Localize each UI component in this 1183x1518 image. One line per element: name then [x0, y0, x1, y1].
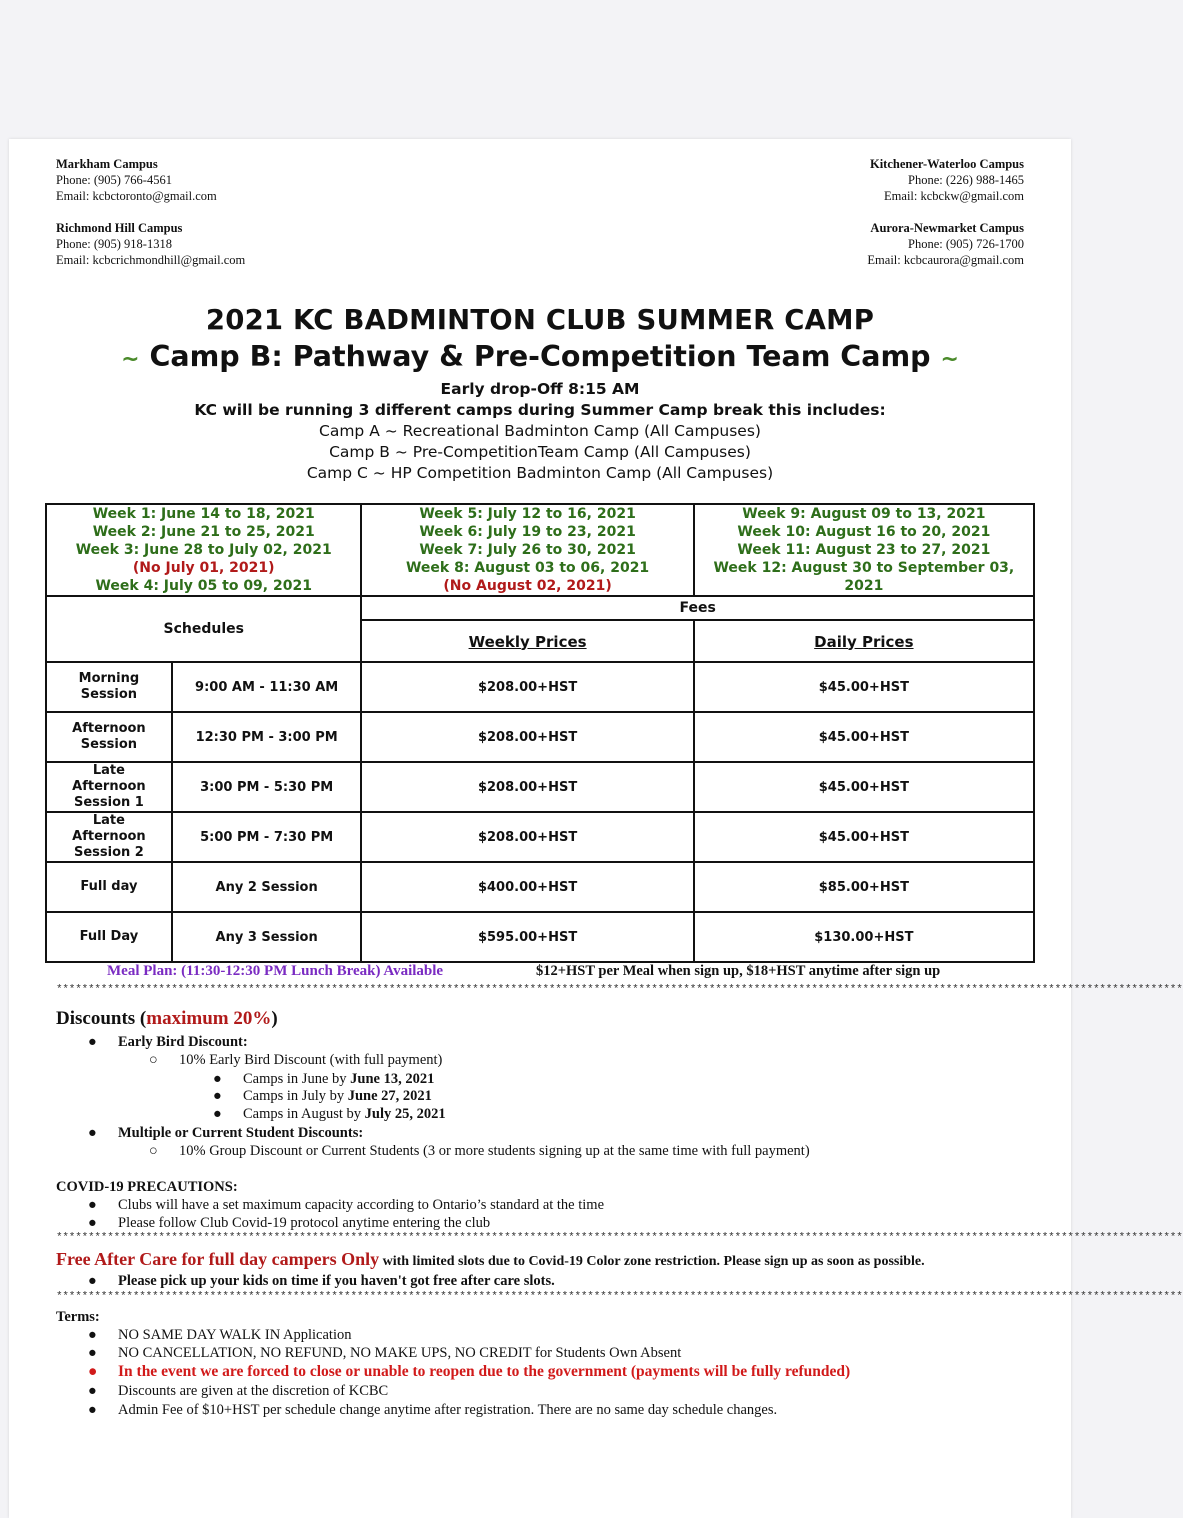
campus-email: Email: kcbcaurora@gmail.com: [867, 253, 1024, 267]
camp-a-text: Camp A ~ Recreational Badminton Camp (All Campuses): [319, 422, 761, 440]
list-item: [88, 1363, 850, 1381]
bullet: ●: [88, 1383, 97, 1399]
session-label-line: Late: [92, 763, 125, 778]
session-time: 5:00 PM - 7:30 PM: [172, 812, 362, 862]
campus-phone: Phone: (226) 988-1465: [908, 173, 1024, 187]
discounts-max: maximum 20%: [146, 1008, 272, 1029]
daily-price: $45.00+HST: [694, 712, 1034, 762]
session-label-line: Session 2: [73, 845, 144, 860]
week-line: Week 7: July 26 to 30, 2021: [419, 542, 636, 558]
daily-header-label: Daily Prices: [814, 632, 914, 651]
discounts-title: Discounts (: [56, 1008, 147, 1029]
list-item: [88, 1033, 248, 1051]
table-row: [46, 862, 1034, 912]
bullet: ○: [149, 1143, 158, 1159]
weekly-price: $208.00+HST: [361, 662, 693, 712]
weekly-price: $208.00+HST: [361, 812, 693, 862]
week-line: Week 8: August 03 to 06, 2021: [405, 560, 650, 576]
campus-phone: Phone: (905) 726-1700: [908, 237, 1024, 251]
list-item: [149, 1142, 810, 1160]
running-text: KC will be running 3 different camps during Summer Camp break this includes:: [194, 401, 886, 419]
bullet: ●: [88, 1197, 97, 1213]
holiday-note: (No August 02, 2021): [443, 578, 612, 594]
meal-plan: Meal Plan: (11:30-12:30 PM Lunch Break) Available: [107, 963, 444, 979]
week-line: Week 2: June 21 to 25, 2021: [92, 524, 315, 540]
weekly-price: $595.00+HST: [361, 912, 693, 962]
list-item: [149, 1051, 442, 1069]
list-item: [88, 1196, 604, 1214]
camp-subtitle: [0, 340, 1080, 373]
bullet: ●: [88, 1327, 97, 1343]
discounts-close: ): [271, 1008, 278, 1029]
list-item: [88, 1344, 681, 1362]
fees-header: Fees: [361, 596, 1034, 620]
week-line: Week 11: August 23 to 27, 2021: [737, 542, 991, 558]
camp-c-text: Camp C ~ HP Competition Badminton Camp (All Campuses): [306, 464, 774, 482]
weekly-header-label: Weekly Prices: [468, 632, 587, 651]
pickup-note: Please pick up your kids on time if you haven't got free after care slots.: [118, 1273, 555, 1289]
early-bird-label: Early Bird Discount:: [118, 1034, 248, 1050]
weeks-cell-1: [46, 504, 361, 596]
covid-item: Please follow Club Covid-19 protocol anytime entering the club: [118, 1215, 491, 1231]
daily-price: $45.00+HST: [694, 812, 1034, 862]
list-item: [88, 1124, 363, 1142]
camp-b-text: Camp B ~ Pre-CompetitionTeam Camp (All Campuses): [329, 443, 751, 461]
session-label-line: Morning: [78, 671, 140, 686]
weekly-price: $208.00+HST: [361, 712, 693, 762]
divider-stars: ********************************************************************************************************************************************************************************: [56, 1291, 1183, 1303]
campus-email: Email: kcbcrichmondhill@gmail.com: [56, 253, 246, 267]
session-label: Full day: [46, 862, 172, 912]
table-row: [46, 762, 1034, 812]
list-item: [88, 1382, 388, 1400]
aurora-contact: [867, 220, 1024, 268]
schedules-header: Schedules: [46, 596, 361, 662]
session-label: [46, 712, 172, 762]
session-label-line: Session: [80, 737, 138, 752]
aftercare-note: with limited slots due to Covid-19 Color zone restriction. Please sign up as soon as possible.: [379, 1254, 925, 1269]
fees-header-row: [46, 596, 1034, 620]
session-label: [46, 662, 172, 712]
list-item: [88, 1401, 777, 1419]
bullet: ●: [213, 1106, 222, 1122]
week-line: Week 9: August 09 to 13, 2021: [742, 506, 986, 522]
richmond-contact: [56, 220, 245, 268]
tilde-left: ~: [121, 347, 140, 372]
daily-price: $45.00+HST: [694, 762, 1034, 812]
subtitle-text: Camp B: Pathway & Pre-Competition Team Camp: [149, 340, 931, 373]
deadline-label: Camps in July by: [243, 1088, 348, 1104]
multi-discount-detail: 10% Group Discount or Current Students (3 or more students signing up at the same time with full payment): [179, 1143, 810, 1159]
list-item: [213, 1087, 432, 1105]
campus-name: Aurora-Newmarket Campus: [870, 221, 1024, 235]
week-line: Week 5: July 12 to 16, 2021: [419, 506, 636, 522]
campus-name: Kitchener-Waterloo Campus: [869, 157, 1024, 171]
multi-discount-label: Multiple or Current Student Discounts:: [118, 1125, 364, 1141]
weeks-row: [46, 504, 1034, 596]
session-time: Any 2 Session: [172, 862, 362, 912]
week-line: Week 12: August 30 to September 03, 2021: [713, 560, 1015, 594]
deadline-label: Camps in August by: [243, 1106, 365, 1122]
weeks-cell-2: [361, 504, 693, 596]
daily-price: $45.00+HST: [694, 662, 1034, 712]
bullet: ●: [88, 1034, 97, 1050]
list-item: [88, 1214, 490, 1232]
intro-block: [0, 379, 1080, 484]
deadline-date: July 25, 2021: [364, 1106, 446, 1122]
week-line: Week 1: June 14 to 18, 2021: [92, 506, 315, 522]
discounts-heading: [56, 1007, 278, 1031]
bullet: ●: [88, 1345, 97, 1361]
deadline-date: June 13, 2021: [350, 1071, 435, 1087]
term-text: Admin Fee of $10+HST per schedule change anytime after registration. There are no same day schedule changes.: [118, 1402, 778, 1418]
aftercare-line: [56, 1250, 925, 1271]
meal-price: $12+HST per Meal when sign up, $18+HST anytime after sign up: [536, 963, 941, 979]
campus-email: Email: kcbctoronto@gmail.com: [56, 189, 217, 203]
terms-heading: Terms:: [56, 1309, 100, 1325]
week-line: Week 10: August 16 to 20, 2021: [737, 524, 991, 540]
daily-header: [694, 620, 1034, 662]
page-title: 2021 KC BADMINTON CLUB SUMMER CAMP: [205, 304, 875, 336]
term-text: NO SAME DAY WALK IN Application: [118, 1327, 352, 1343]
weekly-header: [361, 620, 693, 662]
campus-phone: Phone: (905) 918-1318: [56, 237, 172, 251]
session-label: Full Day: [46, 912, 172, 962]
divider-stars: ********************************************************************************************************************************************************************************: [56, 1232, 1183, 1244]
session-time: 9:00 AM - 11:30 AM: [172, 662, 362, 712]
term-text: NO CANCELLATION, NO REFUND, NO MAKE UPS, NO CREDIT for Students Own Absent: [118, 1345, 682, 1361]
session-label-line: Afternoon: [72, 721, 146, 736]
list-item: [88, 1326, 351, 1344]
week-line: Week 6: July 19 to 23, 2021: [419, 524, 636, 540]
session-label-line: Session: [80, 687, 138, 702]
session-time: 3:00 PM - 5:30 PM: [172, 762, 362, 812]
session-label-line: Session 1: [73, 795, 144, 810]
schedule-table: [45, 503, 1035, 963]
session-label: [46, 762, 172, 812]
week-line: Week 4: July 05 to 09, 2021: [95, 578, 312, 594]
early-bird-detail: 10% Early Bird Discount (with full payment): [179, 1052, 443, 1068]
bullet: ●: [88, 1215, 97, 1231]
bullet: ●: [88, 1273, 97, 1289]
aftercare-highlight: Free After Care for full day campers Only: [56, 1249, 380, 1269]
session-time: 12:30 PM - 3:00 PM: [172, 712, 362, 762]
weeks-cell-3: [694, 504, 1034, 596]
session-label-line: Afternoon: [72, 829, 146, 844]
deadline-label: Camps in June by: [243, 1071, 351, 1087]
covid-heading: COVID-19 PRECAUTIONS:: [56, 1179, 238, 1195]
kw-contact: [870, 156, 1024, 204]
campus-name: Richmond Hill Campus: [56, 221, 183, 235]
bullet: ●: [213, 1088, 222, 1104]
list-item: [213, 1070, 434, 1088]
list-item: [88, 1272, 555, 1290]
session-label-line: Late: [92, 813, 125, 828]
deadline-date: June 27, 2021: [347, 1088, 432, 1104]
tilde-right: ~: [940, 347, 959, 372]
session-label-line: Afternoon: [72, 779, 146, 794]
week-line: Week 3: June 28 to July 02, 2021: [75, 542, 332, 558]
bullet: ●: [88, 1125, 97, 1141]
campus-phone: Phone: (905) 766-4561: [56, 173, 172, 187]
covid-item: Clubs will have a set maximum capacity according to Ontario’s standard at the time: [118, 1197, 605, 1213]
campus-name: Markham Campus: [56, 157, 158, 171]
table-row: [46, 662, 1034, 712]
table-row: [46, 912, 1034, 962]
bullet: ●: [213, 1071, 222, 1087]
term-text: Discounts are given at the discretion of KCBC: [118, 1383, 389, 1399]
list-item: [213, 1105, 446, 1123]
table-row: [46, 812, 1034, 862]
divider-stars: ********************************************************************************************************************************************************************************: [56, 984, 1183, 996]
markham-contact: [56, 156, 217, 204]
bullet: ●: [88, 1363, 98, 1380]
daily-price: $130.00+HST: [694, 912, 1034, 962]
campus-email: Email: kcbckw@gmail.com: [884, 189, 1024, 203]
term-text: In the event we are forced to close or unable to reopen due to the government (payments will be fully refunded): [118, 1363, 851, 1380]
dropoff-text: Early drop-Off 8:15 AM: [440, 380, 640, 398]
bullet: ○: [149, 1052, 158, 1068]
daily-price: $85.00+HST: [694, 862, 1034, 912]
table-row: [46, 712, 1034, 762]
weekly-price: $400.00+HST: [361, 862, 693, 912]
holiday-note: (No July 01, 2021): [132, 560, 275, 576]
bullet: ●: [88, 1402, 97, 1418]
session-time: Any 3 Session: [172, 912, 362, 962]
session-label: [46, 812, 172, 862]
weekly-price: $208.00+HST: [361, 762, 693, 812]
